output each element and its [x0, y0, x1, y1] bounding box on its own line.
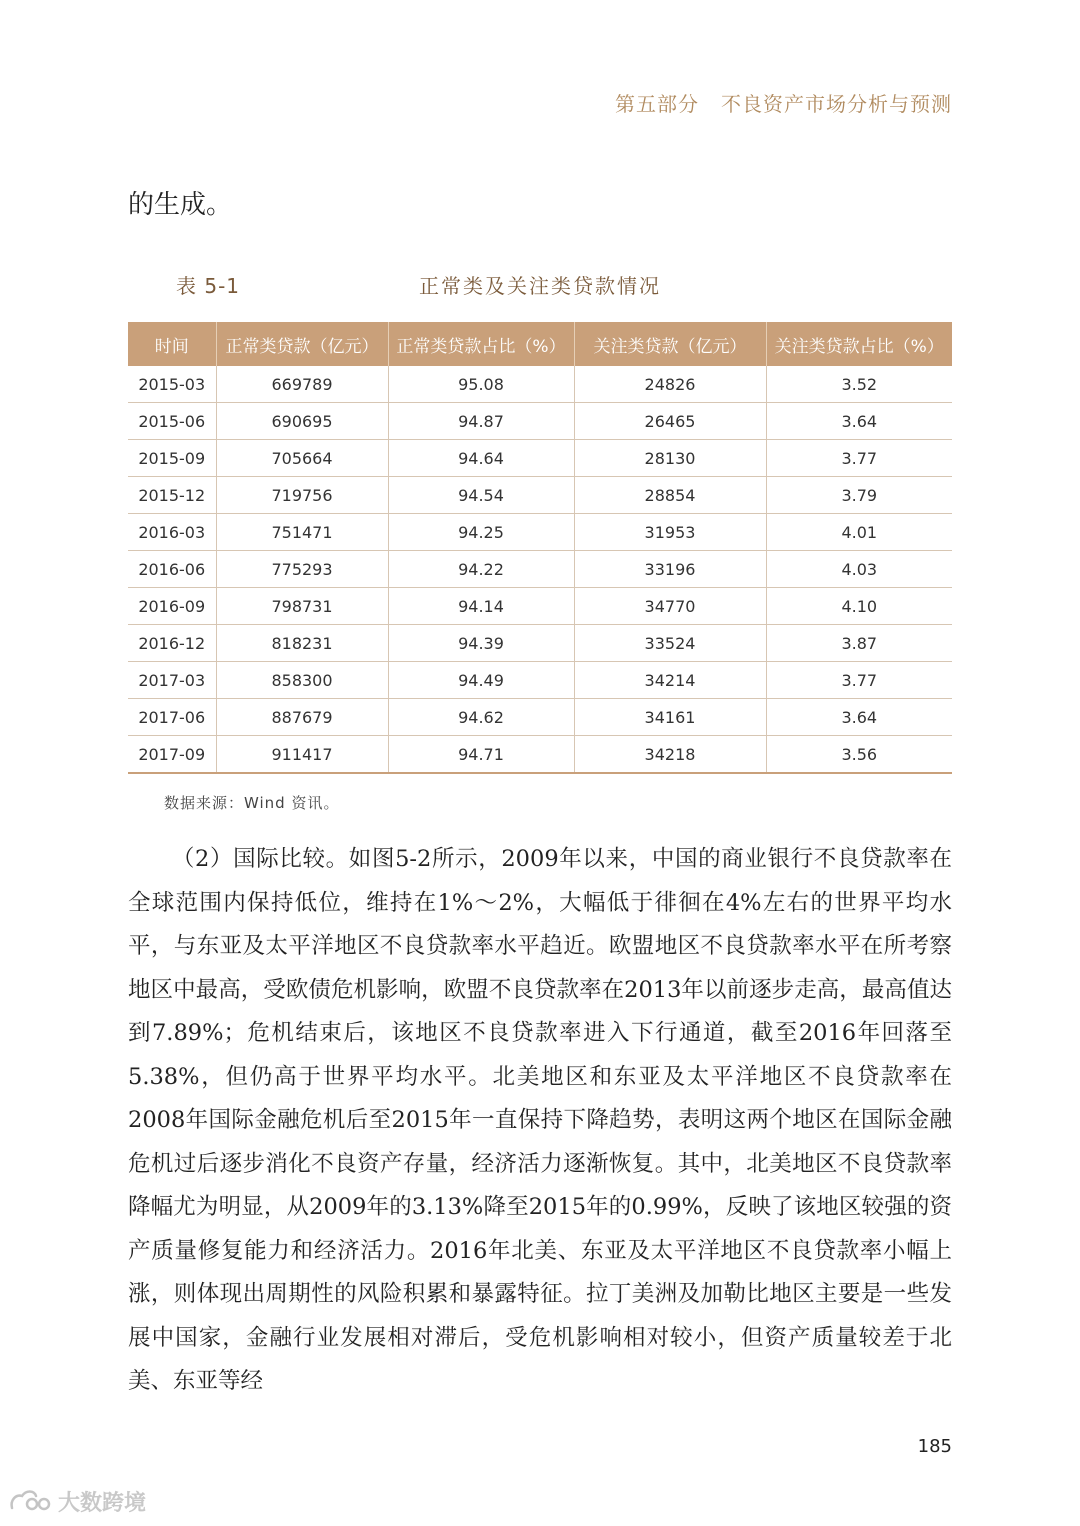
table-cell: 94.71	[388, 736, 574, 774]
table-cell: 26465	[574, 403, 766, 440]
table-cell: 3.64	[766, 699, 952, 736]
column-header: 关注类贷款占比（%）	[766, 322, 952, 366]
header-part: 第五部分	[615, 92, 699, 116]
loan-table	[128, 322, 952, 774]
table-cell: 34214	[574, 662, 766, 699]
page-number: 185	[917, 1436, 952, 1457]
table-cell: 2017-09	[128, 736, 216, 774]
table-cell: 775293	[216, 551, 388, 588]
table-cell: 94.39	[388, 625, 574, 662]
table-cell: 3.77	[766, 440, 952, 477]
table-cell: 94.64	[388, 440, 574, 477]
table-row	[128, 588, 952, 625]
table-row	[128, 366, 952, 403]
table-body	[128, 366, 952, 773]
table-cell: 94.62	[388, 699, 574, 736]
column-header: 关注类贷款（亿元）	[574, 322, 766, 366]
table-cell: 3.64	[766, 403, 952, 440]
header-title: 不良资产市场分析与预测	[721, 92, 952, 116]
table-cell: 2016-12	[128, 625, 216, 662]
table-cell: 28130	[574, 440, 766, 477]
table-cell: 31953	[574, 514, 766, 551]
table-caption	[128, 270, 952, 302]
table-cell: 669789	[216, 366, 388, 403]
table-cell: 2015-06	[128, 403, 216, 440]
table-header-row	[128, 322, 952, 366]
table-row	[128, 403, 952, 440]
table-cell: 95.08	[388, 366, 574, 403]
table-number: 表 5-1	[176, 274, 241, 298]
source-note: 数据来源：Wind 资讯。	[164, 794, 340, 812]
table-cell: 719756	[216, 477, 388, 514]
table-title: 正常类及关注类贷款情况	[419, 274, 661, 298]
table-cell: 751471	[216, 514, 388, 551]
table-cell: 4.01	[766, 514, 952, 551]
table-row	[128, 477, 952, 514]
table-cell: 94.22	[388, 551, 574, 588]
table-cell: 2017-03	[128, 662, 216, 699]
table-row	[128, 736, 952, 774]
table-cell: 2016-09	[128, 588, 216, 625]
column-header: 正常类贷款占比（%）	[388, 322, 574, 366]
table-cell: 887679	[216, 699, 388, 736]
watermark-text: 大数跨境	[58, 1491, 147, 1516]
table-cell: 3.52	[766, 366, 952, 403]
table-row	[128, 514, 952, 551]
table-cell: 94.87	[388, 403, 574, 440]
table-cell: 2015-03	[128, 366, 216, 403]
table-row	[128, 440, 952, 477]
table-row	[128, 662, 952, 699]
brand-logo-icon	[8, 1488, 52, 1516]
table-cell: 33196	[574, 551, 766, 588]
column-header: 正常类贷款（亿元）	[216, 322, 388, 366]
table-row	[128, 625, 952, 662]
table-cell: 858300	[216, 662, 388, 699]
column-header: 时间	[128, 322, 216, 366]
table-cell: 34770	[574, 588, 766, 625]
running-header	[615, 88, 952, 117]
table-cell: 818231	[216, 625, 388, 662]
table-cell: 705664	[216, 440, 388, 477]
table-cell: 34218	[574, 736, 766, 774]
table-cell: 2016-06	[128, 551, 216, 588]
body-paragraph: （2）国际比较。如图5-2所示，2009年以来，中国的商业银行不良贷款率在全球范围内保持低位，维持在1%～2%，大幅低于徘徊在4%左右的世界平均水平，与东亚及太平洋地区不良贷款率水平趋近。欧盟地区不良贷款率水平在所考察地区中最高，受欧债危机影响，欧盟不良贷款率在2013年以前逐步走高，最高值达到7.89%；危机结束后，该地区不良贷款率进入下行通道，截至2016年回落至5.38%，但仍高于世界平均水平。北美地区和东亚及太平洋地区不良贷款率在2008年国际金融危机后至2015年一直保持下降趋势，表明这两个地区在国际金融危机过后逐步消化不良资产存量，经济活力逐渐恢复。其中，北美地区不良贷款率降幅尤为明显，从2009年的3.13%降至2015年的0.99%，反映了该地区较强的资产质量修复能力和经济活力。2016年北美、东亚及太平洋地区不良贷款率小幅上涨，则体现出周期性的风险积累和暴露特征。拉丁美洲及加勒比地区主要是一些发展中国家，金融行业发展相对滞后，受危机影响相对较小，但资产质量较差于北美、东亚等经	[128, 846, 952, 1394]
table-cell: 3.56	[766, 736, 952, 774]
table-cell: 28854	[574, 477, 766, 514]
table-cell: 24826	[574, 366, 766, 403]
table-cell: 4.03	[766, 551, 952, 588]
table-cell: 690695	[216, 403, 388, 440]
table-cell: 94.14	[388, 588, 574, 625]
table-cell: 94.49	[388, 662, 574, 699]
table-cell: 2017-06	[128, 699, 216, 736]
table-cell: 3.77	[766, 662, 952, 699]
table-cell: 94.54	[388, 477, 574, 514]
table-row	[128, 551, 952, 588]
table-cell: 3.79	[766, 477, 952, 514]
table-cell: 2015-09	[128, 440, 216, 477]
table-cell: 94.25	[388, 514, 574, 551]
table-row	[128, 699, 952, 736]
table-cell: 2015-12	[128, 477, 216, 514]
table-cell: 798731	[216, 588, 388, 625]
table-cell: 34161	[574, 699, 766, 736]
table-cell: 4.10	[766, 588, 952, 625]
lead-text: 的生成。	[128, 190, 233, 220]
watermark	[8, 1486, 146, 1517]
table-cell: 2016-03	[128, 514, 216, 551]
table-cell: 33524	[574, 625, 766, 662]
table-cell: 3.87	[766, 625, 952, 662]
table-cell: 911417	[216, 736, 388, 774]
